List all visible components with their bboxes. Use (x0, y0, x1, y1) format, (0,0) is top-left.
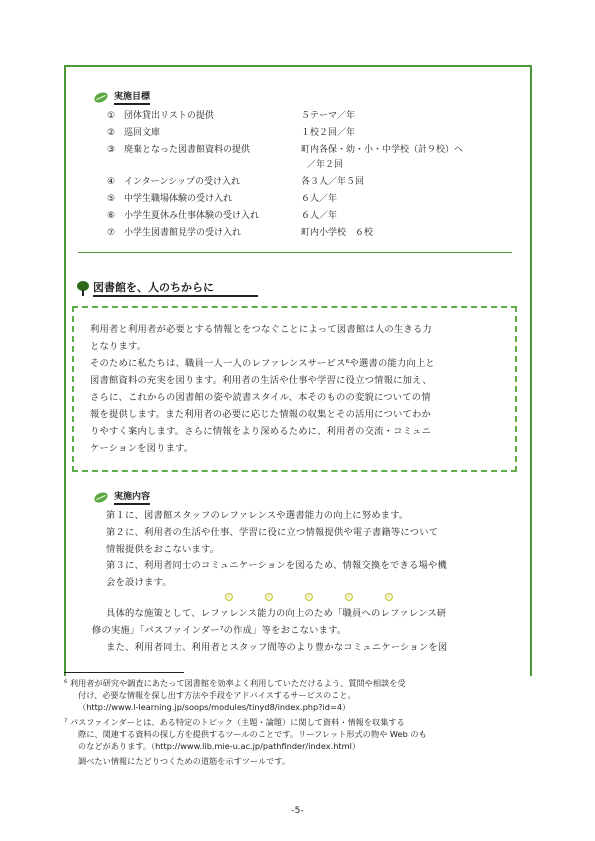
item-number: ⑦ (106, 228, 116, 238)
item-value: 町内各保・幼・小・中学校（計９校）へ (301, 145, 464, 155)
footnote-line: 際に、関連する資料の探し方を提供するツールのことです。リーフレット形式の物や Web のも (78, 729, 427, 739)
item-label: 小学生図書館見学の受け入れ (124, 228, 242, 238)
item-label: 廃棄となった図書館資料の提供 (124, 145, 251, 155)
content-line: 具体的な施策として、レファレンス能力の向上のため「職員へのレファレンス研 (106, 608, 447, 619)
item-value: 町内小学校 ６校 (301, 228, 374, 238)
dot-separator (225, 593, 395, 603)
item-number: ② (106, 128, 116, 138)
dot-ornament (385, 593, 393, 601)
item-number: ④ (106, 177, 116, 187)
item-number: ⑤ (106, 194, 116, 204)
page-number: -5- (291, 806, 304, 816)
footnote-line: （http://www.l-learning.jp/soops/modules/tinyd8/index.php?id=4） (78, 702, 351, 712)
footnote-line: ⁷ パスファインダーとは、ある特定のトピック（主題・論題）に関して資料・情報を収集する (64, 717, 405, 727)
box-line: 図書館資料の充実を図ります。利用者の生活や仕事や学習に役立つ情報に加え、 (90, 375, 432, 386)
footnote-line: 調べたい情報にたどりつくための道筋を示すツールです。 (78, 756, 291, 766)
item-value: １校２回／年 (301, 128, 356, 138)
item-value-continuation: ／年２回 (307, 160, 344, 170)
footnote-line: のなどがあります。（http://www.lib.mie-u.ac.jp/pathfinder/index.html） (78, 741, 361, 751)
item-number: ③ (106, 145, 116, 155)
tree-icon (77, 281, 89, 296)
box-line: 利用者と利用者が必要とする情報とをつなぐことによって図書館は人の生きる力 (90, 324, 432, 335)
box-line: となります。 (90, 341, 147, 352)
item-label: インターンシップの受け入れ (124, 177, 241, 187)
footnote-line: ⁶ 利用者が研究や調査にあたって図書館を効率よく利用していただけるよう、質問や相談を受 (64, 678, 406, 688)
item-value: 各３人／年５回 (301, 177, 365, 187)
box-line: そのために私たちは、職員一人一人のレファレンスサービス⁶や選書の能力向上と (90, 358, 435, 369)
dot-ornament (305, 593, 313, 601)
main-heading: 図書館を、人のちからに (93, 281, 258, 297)
item-label: 中学生職場体験の受け入れ (124, 194, 233, 204)
dot-ornament (225, 593, 233, 601)
content-line: 第１に、図書館スタッフのレファレンスや選書能力の向上に努めます。 (106, 510, 409, 521)
box-line: ケーションを図ります。 (90, 443, 194, 454)
item-value: ５テーマ／年 (301, 111, 356, 121)
content-line: 第３に、利用者同士のコミュニケーションを図るため、情報交換をできる場や機 (106, 560, 447, 571)
section-divider (78, 252, 512, 253)
dot-ornament (345, 593, 353, 601)
footnote-line: 付け、必要な情報を探し出す方法や手段をアドバイスするサービスのこと。 (78, 690, 356, 700)
item-number: ① (106, 111, 116, 121)
item-value: ６人／年 (301, 211, 338, 221)
item-label: 団体貸出リストの提供 (124, 111, 214, 121)
item-label: 巡回文庫 (124, 128, 161, 138)
item-value: ６人／年 (301, 194, 338, 204)
dot-ornament (265, 593, 273, 601)
content-line: 情報提供をおこないます。 (106, 544, 220, 555)
box-line: さらに、これからの図書館の姿や読書スタイル、本そのものの変貌についての情 (90, 392, 431, 403)
content-line: 会を設けます。 (106, 577, 172, 588)
section-heading-targets: 実施目標 (114, 92, 150, 105)
footnote-rule (64, 672, 184, 673)
content-line: 修の実施」「パスファインダー⁷の作成」等をおこないます。 (92, 625, 347, 636)
box-line: 報を提供します。また利用者の必要に応じた情報の収集とその活用についてわか (90, 409, 431, 420)
item-number: ⑥ (106, 211, 116, 221)
section-heading-contents: 実施内容 (114, 492, 150, 505)
content-line: 第２に、利用者の生活や仕事、学習に役に立つ情報提供や電子書籍等について (106, 527, 439, 538)
content-line: また、利用者同士、利用者とスタッフ間等のより豊かなコミュニケーションを図 (106, 642, 448, 653)
box-line: りやすく案内します。さらに情報をより深めるために、利用者の交流・コミュニ (90, 426, 431, 437)
item-label: 小学生夏休み仕事体験の受け入れ (124, 211, 260, 221)
